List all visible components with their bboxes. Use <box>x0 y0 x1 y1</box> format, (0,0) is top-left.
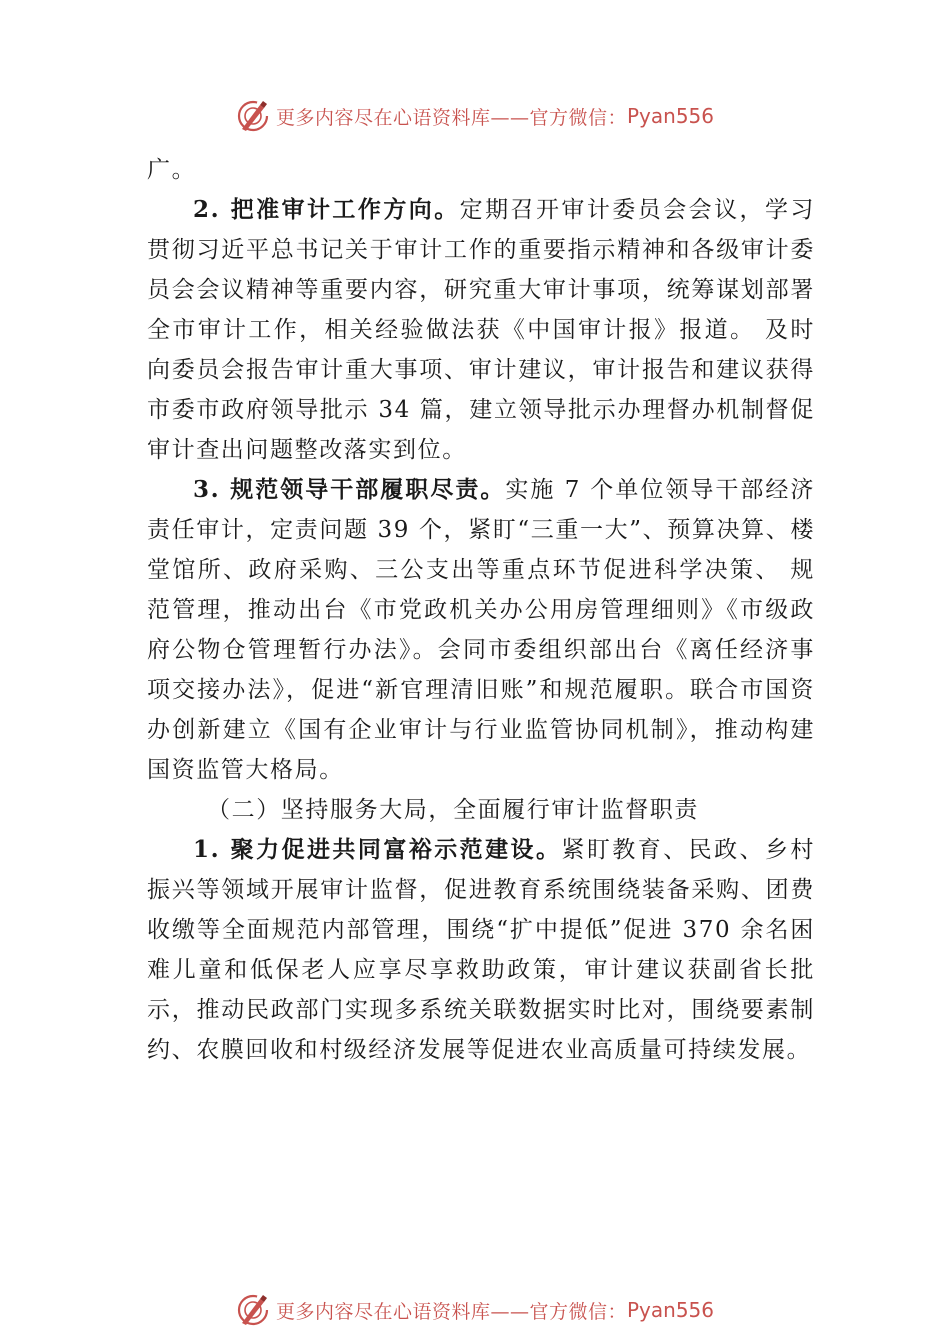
paragraph-continuation: 广。 <box>147 157 197 183</box>
paragraph-text: 实施 7 个单位领导干部经济责任审计，定责问题 39 个，紧盯“三重一大”、预算决算、楼堂馆所、政府采购、三公支出等重点环节促进科学决策、 规范管理，推动出台《市党政机关办公用房管理细则》《市级政府公物仓管理暂行办法》。会同市委组织部出台《离任经济事项交接办法》，促进“新官理清旧账”和规范履职。联合市国资办创新建立《国有企业审计与行业监管协同机制》，推动构建国资监管大格局。 <box>147 477 816 783</box>
paragraph-text: 紧盯教育、民政、乡村振兴等领域开展审计监督，促进教育系统围绕装备采购、团费收缴等全面规范内部管理，围绕“扩中提低”促进 370 余名困难儿童和低保老人应享尽享救助政策，审计建议获副省长批示，推动民政部门实现多系统关联数据实时比对，围绕要素制约、农膜回收和村级经济发展等促进农业高质量可持续发展。 <box>147 837 816 1063</box>
watermark-account: Pyan556 <box>627 104 715 128</box>
watermark-banner-top <box>0 96 950 136</box>
watermark-banner-bottom <box>0 1290 950 1330</box>
watermark-text: 更多内容尽在心语资料库——官方微信： <box>275 106 627 129</box>
paragraph-text: 定期召开审计委员会会议，学习贯彻习近平总书记关于审计工作的重要指示精神和各级审计委员会会议精神等重要内容，研究重大审计事项，统筹谋划部署全市审计工作，相关经验做法获《中国审计报》报道。 及时向委员会报告审计重大事项、审计建议，审计报告和建议获得市委市政府领导批示 34 篇，建立领导批示办理督办机制督促审计查出问题整改落实到位。 <box>147 197 816 463</box>
paragraph-leader-duty <box>147 470 815 790</box>
paragraph-audit-direction <box>147 190 815 470</box>
paragraph-lead: 1. 聚力促进共同富裕示范建设。 <box>193 836 562 863</box>
pen-logo-icon <box>236 99 270 133</box>
paragraph-lead: 3. 规范领导干部履职尽责。 <box>193 476 506 503</box>
watermark-account: Pyan556 <box>627 1298 715 1322</box>
section-heading: （二）坚持服务大局，全面履行审计监督职责 <box>207 797 699 823</box>
paragraph-common-prosperity <box>147 830 815 1070</box>
pen-logo-icon <box>236 1293 270 1327</box>
paragraph-lead: 2. 把准审计工作方向。 <box>193 196 460 223</box>
watermark-text: 更多内容尽在心语资料库——官方微信： <box>275 1300 627 1323</box>
document-body <box>147 150 815 1070</box>
